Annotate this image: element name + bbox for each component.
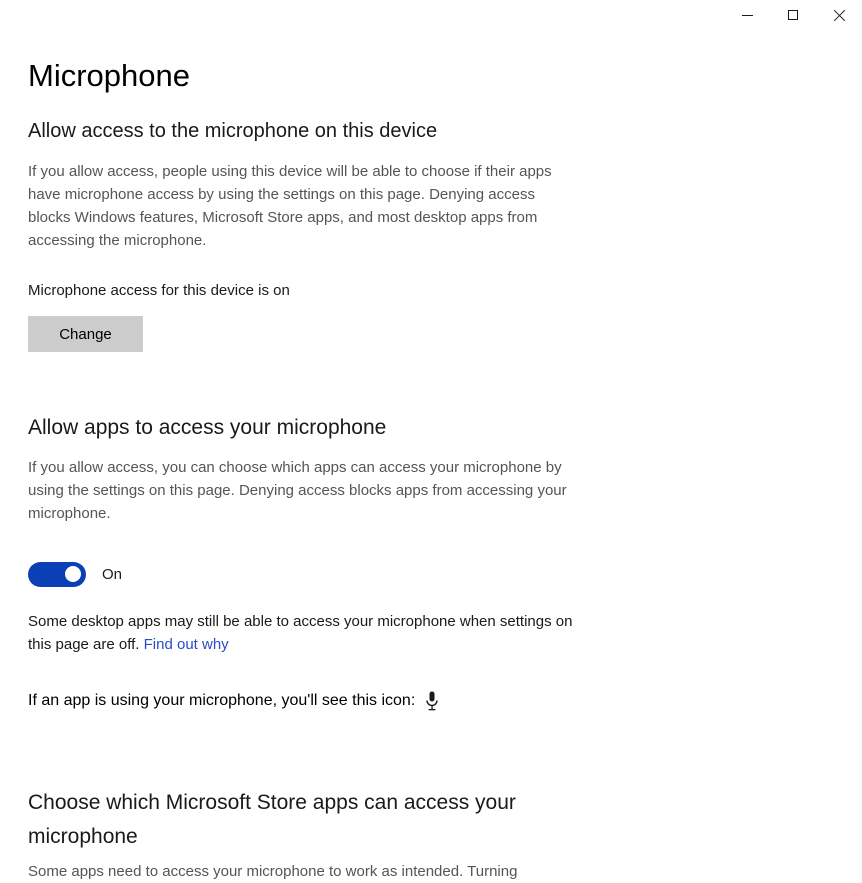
- page-title: Microphone: [28, 58, 190, 93]
- desktop-apps-note-wrap: [28, 610, 588, 656]
- mic-icon-note: If an app is using your microphone, you'll see this icon:: [28, 691, 416, 709]
- device-access-heading: Allow access to the microphone on this device: [28, 120, 438, 142]
- apps-access-section: [28, 414, 588, 441]
- apps-access-description: If you allow access, you can choose which apps can access your microphone by using the settings on this page. Denying access blocks apps from accessing your microphone.: [28, 459, 567, 522]
- device-access-description: If you allow access, people using this device will be able to choose if their apps have microphone access by using the settings on this page. Denying access blocks Windows features, Microsoft Store apps, and most desktop apps from accessing the microphone.: [28, 163, 552, 249]
- desktop-apps-note: [28, 610, 588, 656]
- toggle-state-label: On: [102, 566, 123, 583]
- store-apps-heading: Choose which Microsoft Store apps can access your microphone: [28, 791, 516, 848]
- store-apps-section: [28, 786, 588, 854]
- microphone-icon: [425, 691, 439, 716]
- microphone-apps-toggle[interactable]: [28, 562, 86, 587]
- find-out-why-link[interactable]: Find out why: [143, 636, 229, 653]
- desktop-apps-note-text: Some desktop apps may still be able to access your microphone when settings on this page are off.: [28, 613, 573, 653]
- change-button[interactable]: Change: [28, 316, 143, 352]
- device-access-status: Microphone access for this device is on: [28, 282, 290, 299]
- device-access-status-wrap: [28, 279, 588, 352]
- toggle-knob: [65, 566, 81, 582]
- apps-access-toggle-row: [28, 562, 588, 587]
- mic-icon-note-row: [28, 688, 588, 713]
- store-apps-description: Some apps need to access your microphone to work as intended. Turning: [28, 863, 518, 880]
- device-access-description-wrap: [28, 160, 588, 252]
- device-access-section: [28, 118, 588, 145]
- apps-access-heading: Allow apps to access your microphone: [28, 416, 387, 439]
- apps-access-description-wrap: [28, 456, 588, 525]
